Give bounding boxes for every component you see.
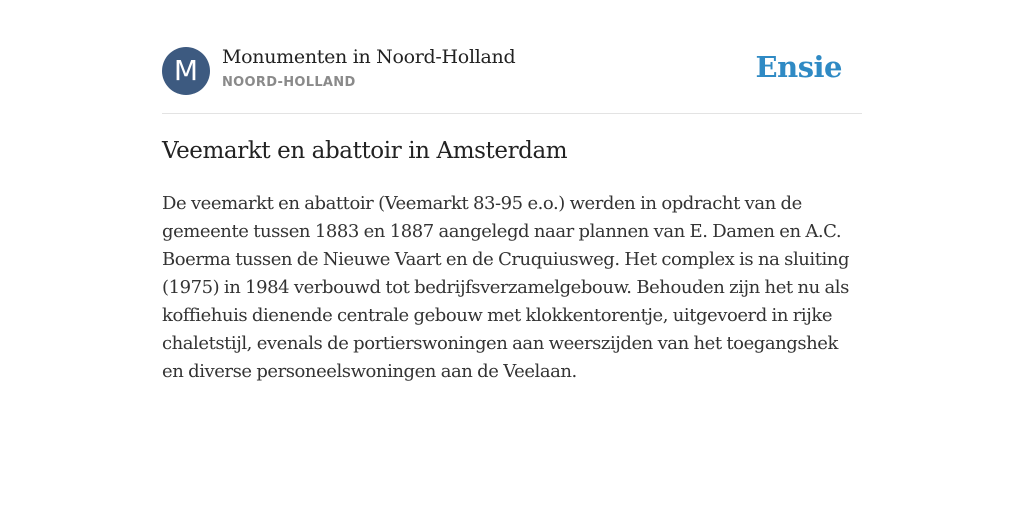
article-title: Veemarkt en abattoir in Amsterdam [162, 138, 568, 164]
card-header [162, 0, 862, 114]
article-body: De veemarkt en abattoir (Veemarkt 83-95 e.o.) werden in opdracht van de gemeente tussen 1883 en 1887 aangelegd naar plannen van E. Damen en A.C. Boerma tussen de Nieuwe Vaart en de Cruquiusweg. Het complex is na sluiting (1975) in 1984 verbouwd tot bedrijfsverzamelgebouw. Behouden zijn het nu als koffiehuis dienende centrale gebouw met klokkentorentje, uitgevoerd in rijke chaletstijl, evenals de portierswoningen aan weerszijden van het toegangshek en diverse personeelswoningen aan de Veelaan. [162, 193, 850, 382]
source-avatar[interactable]: M [162, 47, 210, 95]
article-card [162, 0, 862, 382]
source-subtitle: NOORD-HOLLAND [222, 75, 356, 90]
source-title[interactable]: Monumenten in Noord-Holland [222, 46, 516, 68]
brand-logo[interactable]: Ensie [755, 50, 842, 84]
